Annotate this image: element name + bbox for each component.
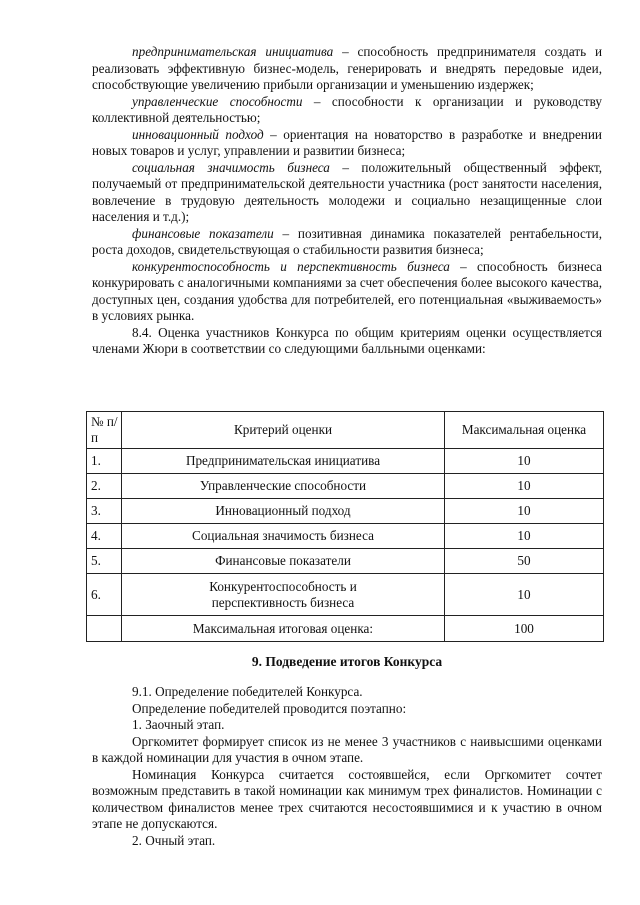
- definition-text: – способность бизнеса конкурировать с аналогичными компаниями за счет обеспечения более высокого качества, доступных цен, создания удобства для потребителей, его потенциальная «выживаемость» в условиях рынка.: [92, 258, 602, 323]
- definition-term: конкурентоспособность и перспективность бизнеса: [132, 258, 450, 274]
- section-9-body: [92, 684, 602, 849]
- row-num: 6.: [87, 574, 122, 616]
- definition-item: [92, 259, 602, 325]
- row-criterion: Предпринимательская инициатива: [122, 449, 445, 474]
- row-max: 10: [445, 524, 604, 549]
- definition-text: – ориентация на новаторство в разработке и внедрении новых товаров и услуг, управлении и развитии бизнеса;: [92, 126, 602, 158]
- table-header-row: [87, 412, 604, 449]
- definition-term: социальная значимость бизнеса: [132, 159, 330, 175]
- definition-item: [92, 44, 602, 94]
- column-header-max: Максимальная оценка: [445, 412, 604, 449]
- row-criterion: Социальная значимость бизнеса: [122, 524, 445, 549]
- column-header-num: № п/п: [87, 412, 122, 449]
- paragraph: 2. Очный этап.: [132, 832, 216, 848]
- row-criterion: Управленческие способности: [122, 474, 445, 499]
- definition-item: [92, 94, 602, 127]
- row-max: 10: [445, 474, 604, 499]
- row-max: 10: [445, 574, 604, 616]
- row-num: 5.: [87, 549, 122, 574]
- paragraph: Оргкомитет формирует список из не менее 3 участников с наивысшими оценками в каждой номинации для участия в очном этапе.: [92, 733, 602, 765]
- total-value: 100: [445, 616, 604, 642]
- definition-item: [92, 127, 602, 160]
- row-max: 10: [445, 499, 604, 524]
- table-row: [87, 499, 604, 524]
- row-num: 4.: [87, 524, 122, 549]
- row-criterion: Финансовые показатели: [122, 549, 445, 574]
- paragraph: Номинация Конкурса считается состоявшейся, если Оргкомитет сочтет возможным представить в такой номинации как минимум трех финалистов. Номинации с количеством финалистов менее трех считаются несостоявшимися и к участию в очном этапе не допускаются.: [92, 766, 602, 831]
- definition-text: – способности к организации и руководству коллективной деятельностью;: [92, 93, 603, 125]
- paragraph: 9.1. Определение победителей Конкурса.: [132, 684, 363, 699]
- row-num: 3.: [87, 499, 122, 524]
- row-criterion: Конкурентоспособность и перспективность бизнеса: [122, 574, 445, 616]
- definition-term: финансовые показатели: [132, 225, 274, 241]
- row-max: 10: [445, 449, 604, 474]
- row-num: 1.: [87, 449, 122, 474]
- criteria-table: [86, 411, 604, 642]
- definitions-list: [92, 44, 602, 358]
- row-max: 50: [445, 549, 604, 574]
- column-header-criterion: Критерий оценки: [122, 412, 445, 449]
- definition-term: инновационный подход: [132, 126, 264, 142]
- table-row: [87, 574, 604, 616]
- row-num: 2.: [87, 474, 122, 499]
- definition-term: управленческие способности: [132, 93, 303, 109]
- table-row: [87, 524, 604, 549]
- definition-text: – положительный общественный эффект, получаемый от предпринимательской деятельности участника (рост занятости населения, вовлечение в трудовую деятельность молодежи и социально незащищенные слои населения и т.д.);: [92, 159, 603, 224]
- paragraph-8-4: 8.4. Оценка участников Конкурса по общим критериям оценки осуществляется членами Жюри в соответствии со следующими балльными оценками:: [92, 324, 602, 356]
- table-total-row: [87, 616, 604, 642]
- total-label: Максимальная итоговая оценка:: [122, 616, 445, 642]
- table-row: [87, 449, 604, 474]
- definition-term: предпринимательская инициатива: [132, 44, 334, 59]
- paragraph: Определение победителей проводится поэтапно:: [132, 700, 407, 716]
- definition-text: – позитивная динамика показателей рентабельности, роста доходов, свидетельствующая о стабильности развития бизнеса;: [92, 225, 603, 257]
- table-row: [87, 474, 604, 499]
- table-row: [87, 549, 604, 574]
- definition-text: – способность предпринимателя создать и реализовать эффективную бизнес-модель, генерировать и внедрять передовые идеи, способствующие увеличению прибыли организации и уменьшению издержек;: [92, 44, 603, 92]
- row-criterion: Инновационный подход: [122, 499, 445, 524]
- section-title: 9. Подведение итогов Конкурса: [251, 654, 443, 669]
- paragraph: 1. Заочный этап.: [132, 717, 225, 732]
- definition-item: [92, 226, 602, 259]
- definition-item: [92, 160, 602, 226]
